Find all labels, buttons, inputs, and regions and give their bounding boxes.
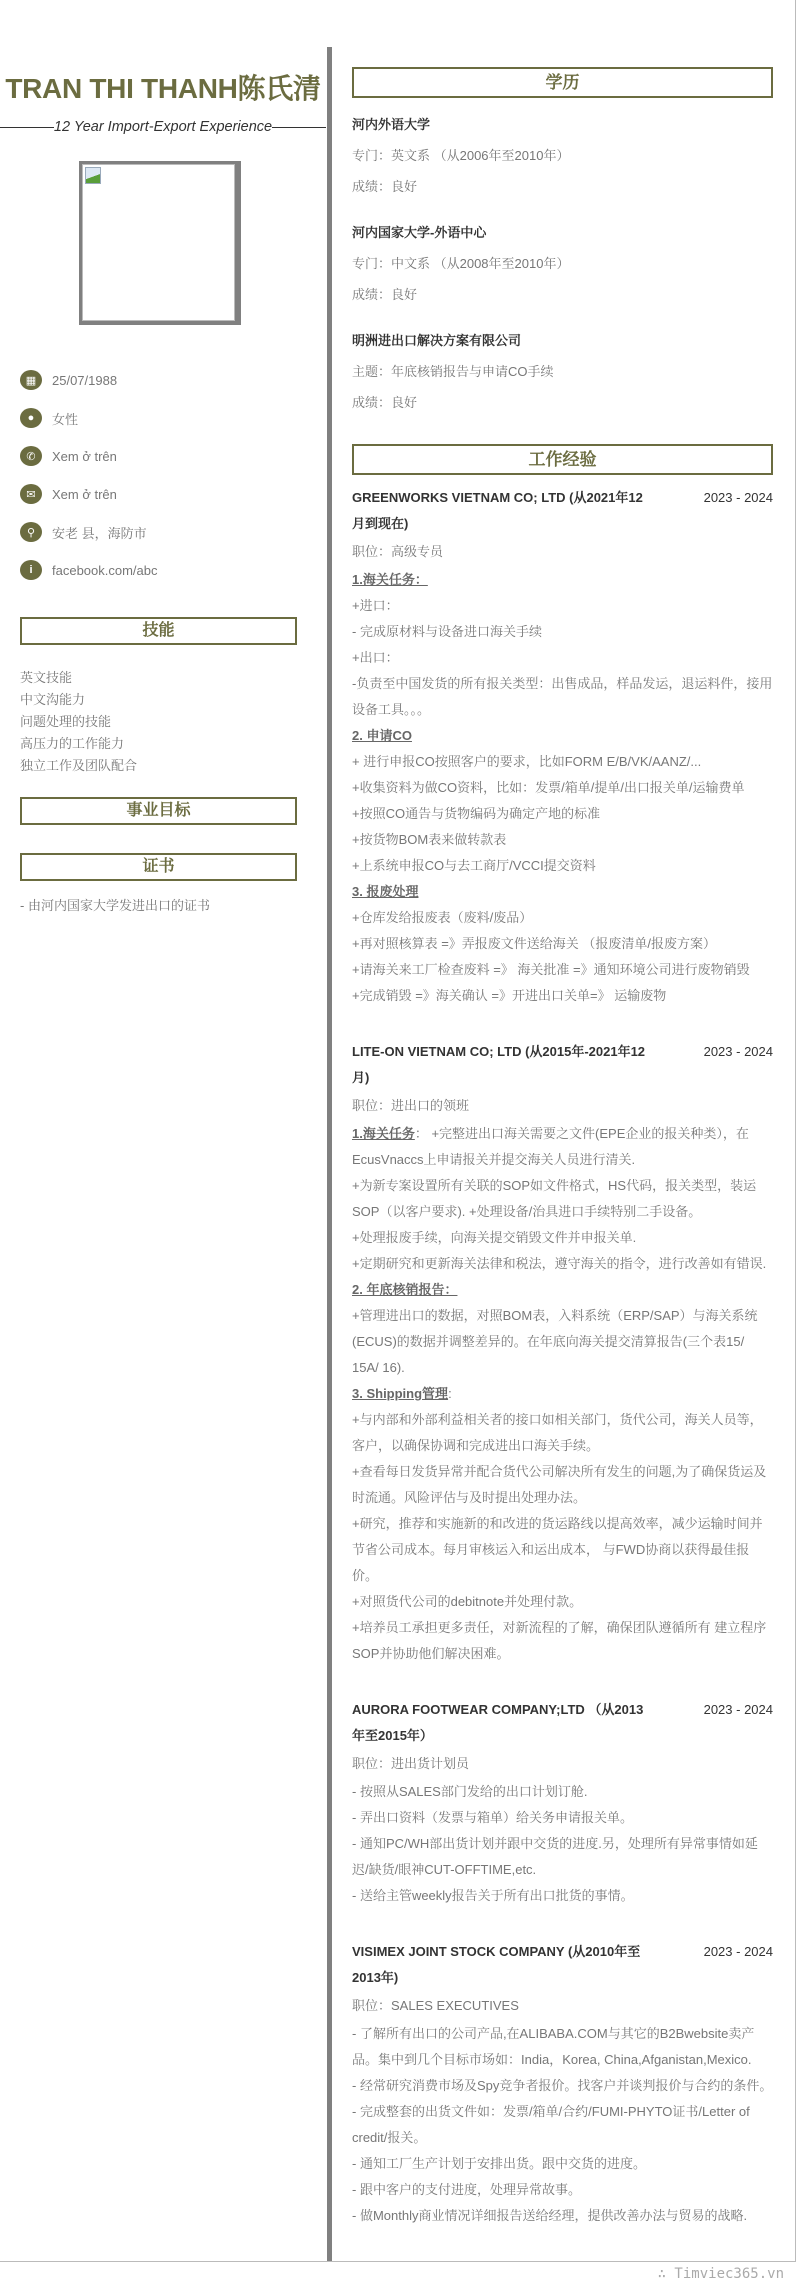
- duty-text: -负责至中国发货的所有报关类型：出售成品，样品发运，退运料件，接用设备工具。。。: [352, 676, 773, 717]
- job-duty: [352, 1589, 773, 1615]
- photo-frame: [82, 164, 235, 321]
- certificates-heading: 证书: [20, 853, 297, 881]
- job-duty: [352, 1407, 773, 1459]
- duty-text: - 经常研究消费市场及Spy竞争者报价。找客户并谈判报价与合约的条件。: [352, 2078, 773, 2093]
- job-duty: [352, 1303, 773, 1381]
- education-detail: 成绩：良好: [352, 395, 418, 410]
- email-icon: ✉: [20, 484, 42, 504]
- duty-text: +上系统申报CO与去工商厅/VCCI提交资料: [352, 858, 596, 873]
- duty-text: +进口：: [352, 598, 399, 613]
- job-duty: [352, 905, 773, 931]
- job-years: 2023 - 2024: [703, 490, 773, 505]
- duty-heading: 1.海关任务: [352, 1126, 415, 1141]
- job-years: 2023 - 2024: [703, 1702, 773, 1717]
- duty-text: - 通知PC/WH部出货计划并跟中交货的进度.另，处理所有异常事情如延迟/缺货/眼神CUT-OFFTIME,etc.: [352, 1836, 758, 1877]
- job-header: [352, 1939, 773, 1991]
- job-header: [352, 1697, 773, 1749]
- job-position: 职位：进出货计划员: [352, 1756, 470, 1771]
- job-duty: [352, 1883, 773, 1909]
- job-duty: [352, 1225, 773, 1251]
- job-duty: [352, 2177, 773, 2203]
- info-icon: i: [20, 560, 42, 580]
- skill-item: 中文沟能力: [20, 692, 86, 707]
- education-item: [352, 110, 773, 202]
- candidate-subtitle: [0, 119, 326, 135]
- duty-heading: 2. 申请CO: [352, 728, 412, 743]
- education-item: [352, 326, 773, 418]
- company-name: LITE-ON VIETNAM CO; LTD (从2015年-2021年12月): [352, 1044, 646, 1085]
- job-duty: [352, 567, 773, 593]
- skill-item: 独立工作及团队配合: [20, 758, 138, 773]
- job-duty: [352, 775, 773, 801]
- job-duty: [352, 2099, 773, 2151]
- left-column: [0, 47, 326, 914]
- duty-text: +按照CO通告与货物编码为确定产地的标准: [352, 806, 601, 821]
- contact-text[interactable]: facebook.com/abc: [52, 562, 158, 578]
- job-duty: [352, 801, 773, 827]
- duty-text: +研究，推荐和实施新的和改进的货运路线以提高效率，减少运输时间并节省公司成本。每月审核运入和运出成本， 与FWD协商以获得最佳报价。: [352, 1516, 763, 1583]
- school-name: 河内国家大学-外语中心: [352, 225, 487, 240]
- skills-list: [20, 667, 326, 777]
- job-duty: [352, 645, 773, 671]
- calendar-icon: ▦: [20, 370, 42, 390]
- job-duty: [352, 1615, 773, 1667]
- job-duty: [352, 879, 773, 905]
- profile-photo: [79, 161, 241, 325]
- job-duty: [352, 619, 773, 645]
- phone-icon: ✆: [20, 446, 42, 466]
- duty-text: ： +完整进出口海关需要之文件(EPE企业的报关种类），在EcusVnaccs上申请报关并提交海关人员进行清关.: [352, 1126, 749, 1167]
- contact-item: [20, 399, 326, 437]
- duty-heading: 2. 年底核销报告：: [352, 1282, 458, 1297]
- duty-text: +处理报废手续，向海关提交销毁文件并申报关单.: [352, 1230, 637, 1245]
- job-duty: [352, 1251, 773, 1277]
- duty-text: +请海关来工厂检查废料 =》 海关批准 =》通知环境公司进行废物销毁: [352, 962, 750, 977]
- job-position: 职位：进出口的领班: [352, 1098, 470, 1113]
- duty-text: +按货物BOM表来做转款表: [352, 832, 507, 847]
- duty-text: - 跟中客户的支付进度，处理异常故事。: [352, 2182, 581, 2197]
- duty-text: +为新专案设置所有关联的SOP如文件格式，HS代码，报关类型，装运SOP（以客户要求). +处理设备/治具进口手续特别二手设备。: [352, 1178, 757, 1219]
- education-heading: 学历: [352, 67, 773, 98]
- skill-item: 问题处理的技能: [20, 714, 112, 729]
- page-border-right: [795, 0, 796, 2262]
- contact-item: [20, 513, 326, 551]
- certificates-list: [20, 895, 326, 914]
- skill-item: 高压力的工作能力: [20, 736, 125, 751]
- watermark: ∴ Timviec365.vn: [657, 2266, 784, 2282]
- column-divider: [327, 47, 332, 2262]
- job-years: 2023 - 2024: [703, 1044, 773, 1059]
- divider-line: [0, 127, 54, 128]
- job-duty: [352, 1779, 773, 1805]
- duty-text: +管理进出口的数据，对照BOM表，入料系统（ERP/SAP）与海关系统(ECUS)的数据并调整差异的。在年底向海关提交清算报告(三个表15/ 15A/ 16).: [352, 1308, 758, 1375]
- duty-text: + 进行申报CO按照客户的要求，比如FORM E/B/VK/AANZ/...: [352, 754, 702, 769]
- contact-list: [20, 361, 326, 589]
- job-duty: [352, 2203, 773, 2229]
- contact-item[interactable]: [20, 551, 326, 589]
- school-name: 明洲进出口解决方案有限公司: [352, 333, 522, 348]
- duty-text: +定期研究和更新海关法律和税法，遵守海关的指令，进行改善如有错误.: [352, 1256, 767, 1271]
- job-header: [352, 485, 773, 537]
- job-duty: [352, 593, 773, 619]
- candidate-name: TRAN THI THANH陈氏清: [5, 73, 321, 104]
- job-duty: [352, 1277, 773, 1303]
- job-duty: [352, 1511, 773, 1589]
- company-name: GREENWORKS VIETNAM CO; LTD (从2021年12月到现在): [352, 490, 643, 531]
- education-detail: 专门：英文系 （从2006年至2010年）: [352, 148, 570, 163]
- education-item: [352, 218, 773, 310]
- divider-line: [272, 127, 326, 128]
- contact-text: Xem ở trên: [52, 448, 117, 464]
- right-column: [352, 67, 773, 2229]
- duty-text: - 弄出口资料（发票与箱单）给关务申请报关单。: [352, 1810, 633, 1825]
- contact-text: Xem ở trên: [52, 486, 117, 502]
- job-entry: [352, 485, 773, 1009]
- job-years: 2023 - 2024: [703, 1944, 773, 1959]
- job-position: 职位：SALES EXECUTIVES: [352, 1998, 519, 2013]
- duty-text: +对照货代公司的debitnote并处理付款。: [352, 1594, 583, 1609]
- duty-text: +与内部和外部利益相关者的接口如相关部门，货代公司，海关人员等，客户，以确保协调和完成进出口海关手续。: [352, 1412, 763, 1453]
- job-position: 职位：高级专员: [352, 544, 444, 559]
- page-border-bottom: [0, 2261, 796, 2262]
- contact-item: [20, 361, 326, 399]
- skill-item: 英文技能: [20, 670, 73, 685]
- job-duty: [352, 2151, 773, 2177]
- job-duty: [352, 827, 773, 853]
- user-icon: ●: [20, 408, 42, 428]
- job-duty: [352, 1173, 773, 1225]
- duty-heading: 3. Shipping管理: [352, 1386, 449, 1401]
- job-duty: [352, 931, 773, 957]
- job-duty: [352, 983, 773, 1009]
- job-duty: [352, 1381, 773, 1407]
- duty-text: +培养员工承担更多责任，对新流程的了解，确保团队遵循所有 建立程序SOP并协助他们解决困难。: [352, 1620, 767, 1661]
- job-duty: [352, 723, 773, 749]
- duty-text: +完成销毁 =》海关确认 =》开进出口关单=》 运输废物: [352, 988, 667, 1003]
- duty-text: :: [448, 1386, 452, 1401]
- job-duty: [352, 671, 773, 723]
- duty-heading: 3. 报废处理: [352, 884, 419, 899]
- duty-text: - 送给主管weekly报告关于所有出口批货的事情。: [352, 1888, 634, 1903]
- education-detail: 主题：年底核销报告与申请CO手续: [352, 364, 554, 379]
- job-duty: [352, 957, 773, 983]
- contact-text: 女性: [52, 411, 79, 427]
- duty-text: +查看每日发货异常并配合货代公司解决所有发生的问题,为了确保货运及时流通。风险评估与及时提出处理办法。: [352, 1464, 767, 1505]
- job-duty: [352, 1459, 773, 1511]
- experience-list: [352, 485, 773, 2229]
- duty-heading: 1.海关任务：: [352, 572, 428, 587]
- duty-text: - 通知工厂生产计划于安排出货。跟中交货的进度。: [352, 2156, 646, 2171]
- experience-heading: 工作经验: [352, 444, 773, 475]
- education-detail: 专门：中文系 （从2008年至2010年）: [352, 256, 570, 271]
- job-duty: [352, 2073, 773, 2099]
- contact-text: 25/07/1988: [52, 372, 118, 388]
- duty-text: - 完成原材料与设备进口海关手续: [352, 624, 542, 639]
- education-detail: 成绩：良好: [352, 179, 418, 194]
- job-entry: [352, 1939, 773, 2229]
- job-duty: [352, 2021, 773, 2073]
- education-detail: 成绩：良好: [352, 287, 418, 302]
- duty-text: - 完成整套的出货文件如：发票/箱单/合约/FUMI-PHYTO证书/Letter of credit/报关。: [352, 2104, 750, 2145]
- duty-text: +出口：: [352, 650, 399, 665]
- contact-item: [20, 475, 326, 513]
- contact-text: 安老 县，海防市: [52, 525, 147, 541]
- job-duty: [352, 749, 773, 775]
- duty-text: - 做Monthly商业情况详细报告送给经理，提供改善办法与贸易的战略.: [352, 2208, 748, 2223]
- job-duty: [352, 853, 773, 879]
- duty-text: +再对照核算表 =》弄报废文件送给海关 （报废清单/报废方案）: [352, 936, 717, 951]
- duty-text: - 了解所有出口的公司产品,在ALIBABA.COM与其它的B2Bwebsite卖产品。集中到几个目标市场如：India，Korea, China,Afganistan,Mexico.: [352, 2026, 755, 2067]
- certificate-item: - 由河内国家大学发进出口的证书: [20, 898, 210, 913]
- school-name: 河内外语大学: [352, 117, 431, 132]
- job-entry: [352, 1697, 773, 1909]
- duty-text: +收集资料为做CO资料，比如：发票/箱单/提单/出口报关单/运输费单: [352, 780, 745, 795]
- job-entry: [352, 1039, 773, 1667]
- education-list: [352, 110, 773, 418]
- duty-text: - 按照从SALES部门发给的出口计划订舱.: [352, 1784, 588, 1799]
- job-duty: [352, 1805, 773, 1831]
- company-name: VISIMEX JOINT STOCK COMPANY (从2010年至2013年): [352, 1944, 641, 1985]
- contact-item: [20, 437, 326, 475]
- job-header: [352, 1039, 773, 1091]
- job-duty: [352, 1831, 773, 1883]
- location-icon: ⚲: [20, 522, 42, 542]
- company-name: AURORA FOOTWEAR COMPANY;LTD （从2013年至2015年）: [352, 1702, 644, 1743]
- career-goal-heading: 事业目标: [20, 797, 297, 825]
- subtitle-text: 12 Year Import-Export Experience: [53, 119, 273, 135]
- job-duty: [352, 1121, 773, 1173]
- skills-heading: 技能: [20, 617, 297, 645]
- duty-text: +仓库发给报废表（废料/废品）: [352, 910, 533, 925]
- broken-image-icon: [85, 167, 101, 184]
